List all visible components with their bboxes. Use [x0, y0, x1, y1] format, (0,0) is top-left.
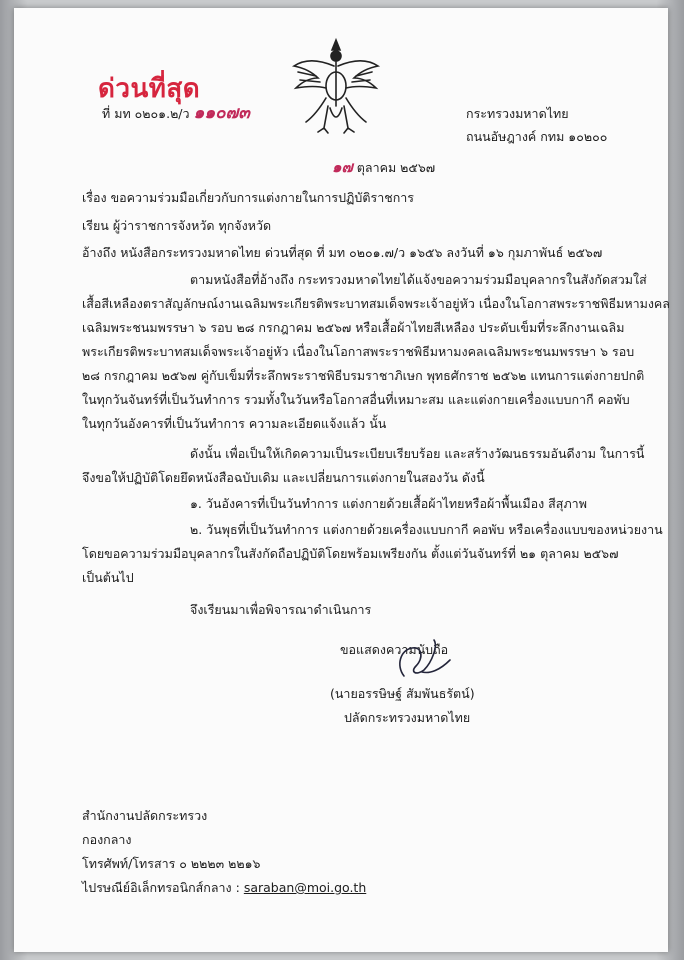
handwritten-signature: [386, 636, 456, 686]
footer-division: กองกลาง: [82, 832, 132, 847]
para1-line3: เฉลิมพระชนมพรรษา ๖ รอบ ๒๘ กรกฎาคม ๒๕๖๗ หรือเสื้อผ้าไทยสีเหลือง ประดับเข็มที่ระลึกงานเฉลิม: [82, 320, 625, 335]
para1-line2: เสื้อสีเหลืองตราสัญลักษณ์งานเฉลิมพระเกียรติพระบาทสมเด็จพระเจ้าอยู่หัว เนื่องในโอกาสพระราชพิธีมหามงคล: [82, 296, 670, 311]
footer-email-line: [82, 880, 366, 895]
garuda-emblem-icon: [290, 36, 382, 136]
signatory-name: (นายอรรษิษฐ์ สัมพันธรัตน์): [330, 686, 475, 701]
item-1: ๑. วันอังคารที่เป็นวันทำการ แต่งกายด้วยเสื้อผ้าไทยหรือผ้าพื้นเมือง สีสุภาพ: [190, 496, 587, 511]
para1-line5: ๒๘ กรกฎาคม ๒๕๖๗ คู่กับเข็มที่ระลึกพระราชพิธีบรมราชาภิเษก พุทธศักราช ๒๕๖๒ แทนการแต่งกายปกติ: [82, 368, 645, 383]
ref-prefix: ที่ มท ๐๒๐๑.๒/ว: [102, 106, 190, 121]
document-page: [14, 8, 668, 952]
item-2-line3: เป็นต้นไป: [82, 570, 134, 585]
footer-phone: โทรศัพท์/โทรสาร ๐ ๒๒๒๓ ๒๒๑๖: [82, 856, 261, 871]
para2-line2: จึงขอให้ปฏิบัติโดยยึดหนังสือฉบับเดิม และเปลี่ยนการแต่งกายในสองวัน ดังนี้: [82, 470, 485, 485]
subject-line: เรื่อง ขอความร่วมมือเกี่ยวกับการแต่งกายในการปฏิบัติราชการ: [82, 190, 415, 205]
footer-email-label: ไปรษณีย์อิเล็กทรอนิกส์กลาง :: [82, 880, 240, 895]
signatory-title: ปลัดกระทรวงมหาดไทย: [344, 710, 471, 725]
closing-request: จึงเรียนมาเพื่อพิจารณาดำเนินการ: [190, 602, 372, 617]
date-day-handwritten: ๑๗: [332, 158, 353, 176]
para1-line6: ในทุกวันจันทร์ที่เป็นวันทำการ รวมทั้งในวันหรือโอกาสอื่นที่เหมาะสม และแต่งกายเครื่องแบบกากี คอพับ: [82, 392, 630, 407]
recipient-line: เรียน ผู้ว่าราชการจังหวัด ทุกจังหวัด: [82, 218, 272, 233]
para1-line4: พระเกียรติพระบาทสมเด็จพระเจ้าอยู่หัว เนื่องในโอกาสพระราชพิธีมหามงคลเฉลิมพระชนมพรรษา ๖ รอบ: [82, 344, 635, 359]
ref-number-handwritten: ๑๑๐๗๓: [193, 103, 250, 123]
document-date: [332, 160, 435, 175]
footer-office: สำนักงานปลัดกระทรวง: [82, 808, 208, 823]
org-address: ถนนอัษฎางค์ กทม ๑๐๒๐๐: [466, 129, 608, 144]
urgency-heading: ด่วนที่สุด: [98, 74, 201, 104]
date-month-year: ตุลาคม ๒๕๖๗: [356, 160, 436, 175]
para1-line1: ตามหนังสือที่อ้างถึง กระทรวงมหาดไทยได้แจ้งขอความร่วมมือบุคลากรในสังกัดสวมใส่: [190, 272, 647, 287]
item-2-line2: โดยขอความร่วมมือบุคลากรในสังกัดถือปฏิบัติโดยพร้อมเพรียงกัน ตั้งแต่วันจันทร์ที่ ๒๑ ตุลาคม ๒๕๖๗: [82, 546, 619, 561]
reference-line: อ้างถึง หนังสือกระทรวงมหาดไทย ด่วนที่สุด ที่ มท ๐๒๐๑.๗/ว ๑๖๕๖ ลงวันที่ ๑๖ กุมภาพันธ์ ๒๕๖๗: [82, 245, 603, 260]
para2-line1: ดังนั้น เพื่อเป็นให้เกิดความเป็นระเบียบเรียบร้อย และสร้างวัฒนธรรมอันดีงาม ในการนี้: [190, 446, 645, 461]
footer-email: saraban@moi.go.th: [243, 880, 367, 895]
ref-number-line: [102, 103, 250, 123]
para1-line7: ในทุกวันอังคารที่เป็นวันทำการ ความละเอียดแจ้งแล้ว นั้น: [82, 416, 387, 431]
item-2-line1: ๒. วันพุธที่เป็นวันทำการ แต่งกายด้วยเครื่องแบบกากี คอพับ หรือเครื่องแบบของหน่วยงาน: [190, 522, 663, 537]
org-name: กระทรวงมหาดไทย: [466, 106, 569, 121]
closing-respect: ขอแสดงความนับถือ: [340, 642, 449, 657]
